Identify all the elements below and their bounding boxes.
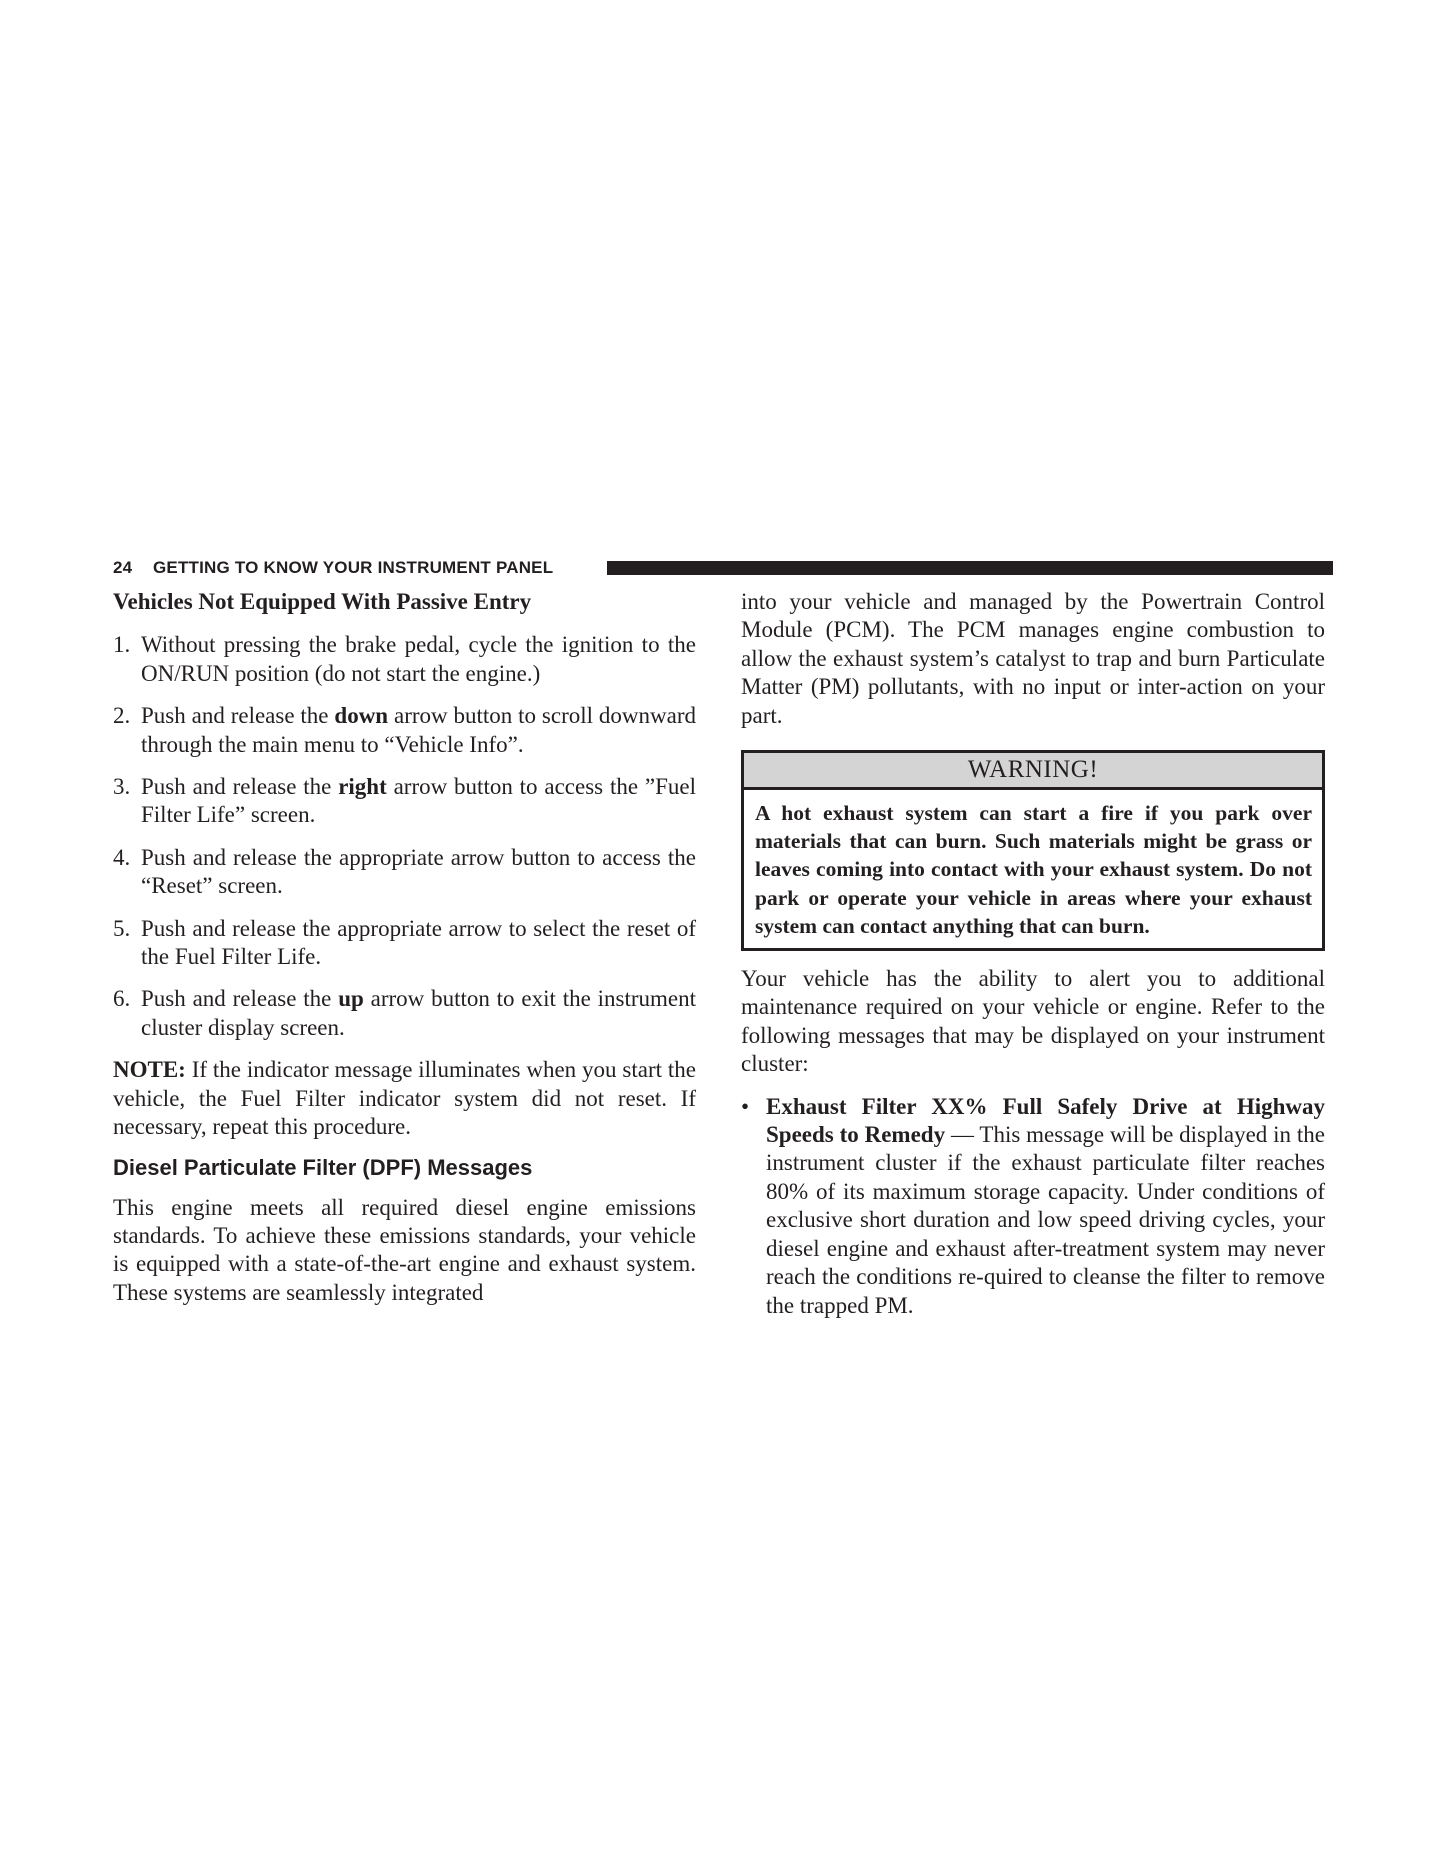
step-text: Push and release the — [141, 703, 335, 729]
warning-title: WARNING! — [744, 753, 1322, 790]
step-text: Push and release the appropriate arrow button to access the “Reset” screen. — [141, 844, 696, 899]
dpf-heading: Diesel Particulate Filter (DPF) Messages — [113, 1154, 533, 1180]
step-number: 3. — [113, 774, 131, 800]
continued-paragraph: into your vehicle and managed by the Powertrain Control Module (PCM). The PCM manages engine combustion to allow the exhaust system’s catalyst to trap and burn Particulate Matter (PM) pollutants, with no input or inter-action on your part. — [741, 589, 1325, 728]
step-text: Push and release the appropriate arrow to select the reset of the Fuel Filter Life. — [141, 915, 696, 970]
step-item — [113, 773, 696, 830]
left-column — [113, 588, 696, 1307]
note-label: NOTE: — [113, 1057, 186, 1083]
step-number: 1. — [113, 632, 131, 658]
step-number: 4. — [113, 844, 131, 870]
step-text: Push and release the — [141, 986, 339, 1012]
message-item — [741, 1093, 1325, 1320]
step-emphasis: right — [338, 774, 387, 800]
subhead-passive-entry: Vehicles Not Equipped With Passive Entry — [113, 589, 532, 614]
right-column — [741, 588, 1325, 1320]
step-text: Push and release the — [141, 774, 339, 800]
step-emphasis: up — [338, 986, 364, 1012]
step-text-cont: arrow button to exit the instrument cluster display screen. — [141, 986, 696, 1040]
warning-box — [741, 750, 1325, 951]
note-paragraph — [113, 1056, 696, 1141]
page-number: 24 — [113, 558, 133, 577]
step-list — [113, 631, 696, 1042]
message-list — [741, 1093, 1325, 1320]
step-item — [113, 985, 696, 1042]
section-title: GETTING TO KNOW YOUR INSTRUMENT PANEL — [153, 558, 554, 577]
note-text: If the indicator message illuminates when you start the vehicle, the Fuel Filter indicator system did not reset. If necessary, repeat this procedure. — [113, 1057, 696, 1140]
step-item — [113, 631, 696, 688]
step-number: 5. — [113, 915, 131, 941]
header-rule — [607, 561, 1333, 575]
message-title: Exhaust Filter XX% Full Safely Drive at Highway Speeds to Remedy — [766, 1093, 1325, 1148]
step-text-cont: arrow button to scroll downward through the main menu to “Vehicle Info”. — [141, 703, 696, 757]
step-item — [113, 702, 696, 759]
warning-body: A hot exhaust system can start a fire if you park over materials that can burn. Such materials might be grass or leaves coming into contact with your exhaust system. Do not park or operate your vehicle in areas where your exhaust system can contact anything that can burn. — [755, 801, 1312, 938]
dpf-paragraph: This engine meets all required diesel engine emissions standards. To achieve these emissions standards, your vehicle is equipped with a state-of-the-art engine and exhaust system. These systems are seamlessly integrated — [113, 1194, 696, 1305]
step-emphasis: down — [334, 703, 389, 729]
step-text-cont: arrow button to access the ”Fuel Filter Life” screen. — [141, 774, 696, 828]
step-text: Without pressing the brake pedal, cycle the ignition to the ON/RUN position (do not start the engine.) — [141, 632, 696, 686]
bullet-icon: • — [741, 1093, 750, 1119]
step-number: 6. — [113, 986, 131, 1012]
step-item — [113, 844, 696, 901]
step-number: 2. — [113, 703, 131, 729]
page-header — [113, 557, 1333, 579]
message-description: — This message will be displayed in the instrument cluster if the exhaust particulate filter reaches 80% of its maximum storage capacity. Under conditions of exclusive short duration and low speed driving cycles, your diesel engine and exhaust after-treatment system may never reach the conditions re-quired to cleanse the filter to remove the trapped PM. — [766, 1122, 1325, 1318]
alert-paragraph: Your vehicle has the ability to alert you to additional maintenance required on your vehicle or engine. Refer to the following messages that may be displayed on your instrument cluster: — [741, 966, 1325, 1077]
step-item — [113, 915, 696, 972]
